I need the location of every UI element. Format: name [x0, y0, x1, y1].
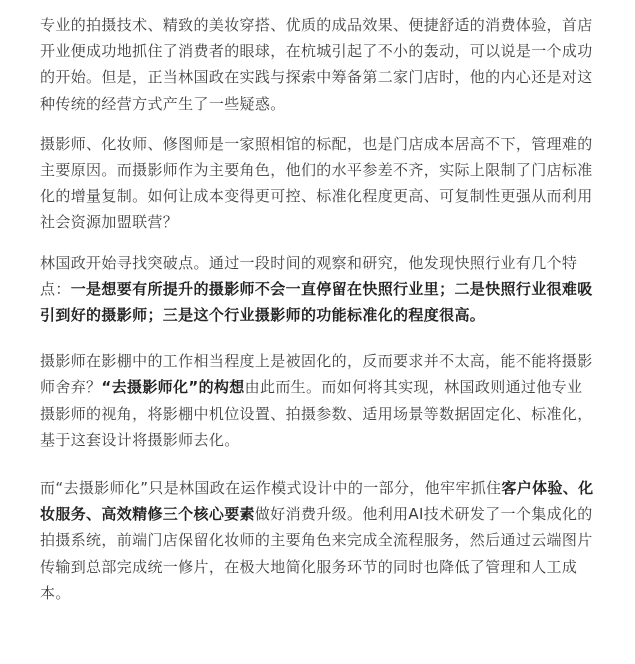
- paragraph-staff-cost: [40, 131, 595, 236]
- paragraph-industry-traits: [40, 250, 595, 329]
- paragraph-core-elements: [40, 475, 595, 606]
- paragraph-text-continued: 由此而生。而如何将其实现，林国政则通过他专业摄影师的视角，将影棚中机位设置、拍摄参数、适用场景等数据固定化、标准化，基于这套设计将摄影师去化。: [40, 378, 593, 449]
- bold-highlight-concept: “去摄影师化”的构想: [101, 378, 245, 397]
- paragraph-first-store: [40, 12, 595, 117]
- paragraph-text-continued: 做好消费升级。他利用AI技术研发了一个集成化的拍摄系统，前端门店保留化妆师的主要角色来完成全流程服务，然后通过云端图片传输到总部完成统一修片，在极大地简化服务环节的同时也降低了管理和人工成本。: [40, 505, 593, 602]
- paragraph-remove-photographer: [40, 348, 595, 453]
- paragraph-text: 摄影师、化妆师、修图师是一家照相馆的标配，也是门店成本居高不下，管理难的主要原因。而摄影师作为主要角色，他们的水平参差不齐，实际上限制了门店标准化的增量复制。如何让成本变得更可控、标准化程度更高、可复制性更强从而利用社会资源加盟联营？: [40, 134, 593, 232]
- paragraph-text: 而“去摄影师化”只是林国政在运作模式设计中的一部分，他牢牢抓住: [40, 479, 502, 498]
- bold-highlight-traits: 一是想要有所提升的摄影师不会一直停留在快照行业里；二是快照行业很难吸引到好的摄影师；三是这个行业摄影师的功能标准化的程度很高。: [40, 279, 593, 325]
- bold-highlight-core-elements: 客户体验、化妆服务、高效精修三个核心要素: [40, 479, 594, 524]
- paragraph-text: 林国政开始寻找突破点。通过一段时间的观察和研究，他发现快照行业有几个特点：: [40, 253, 578, 298]
- paragraph-text: 专业的拍摄技术、精致的美妆穿搭、优质的成品效果、便捷舒适的消费体验，首店开业便成功地抓住了消费者的眼球，在杭城引起了不小的轰动，可以说是一个成功的开始。但是，正当林国政在实践与探索中筹备第二家门店时，他的内心还是对这种传统的经营方式产生了一些疑惑。: [40, 16, 593, 113]
- paragraph-text: 摄影师在影棚中的工作相当程度上是被固化的，反而要求并不太高，能不能将摄影师舍弃？: [40, 352, 593, 397]
